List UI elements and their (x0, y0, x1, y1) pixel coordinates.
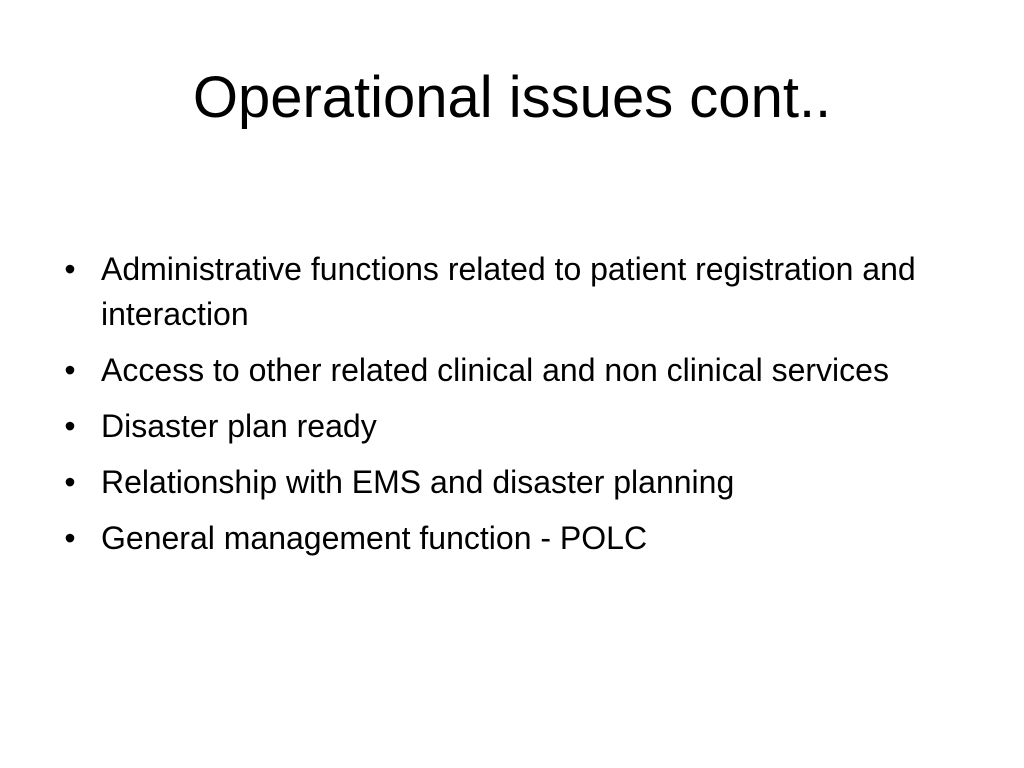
bullet-item-ems-relationship (58, 460, 958, 505)
bullet-text: Relationship with EMS and disaster planning (101, 464, 735, 500)
bullet-list (58, 247, 958, 572)
slide-title: Operational issues cont.. (192, 65, 832, 130)
bullet-icon: • (64, 352, 76, 388)
bullet-item-administrative-functions (58, 247, 958, 337)
bullet-item-access-services (58, 348, 958, 393)
bullet-icon: • (64, 520, 76, 556)
bullet-text: Access to other related clinical and non clinical services (101, 352, 889, 388)
bullet-text: Administrative functions related to patient registration and interaction (101, 251, 916, 332)
bullet-text: General management function - POLC (101, 520, 648, 556)
bullet-icon: • (64, 408, 76, 444)
bullet-icon: • (64, 464, 76, 500)
bullet-icon: • (64, 251, 76, 287)
bullet-text: Disaster plan ready (101, 408, 377, 444)
bullet-item-general-management (58, 516, 958, 561)
bullet-item-disaster-plan (58, 404, 958, 449)
